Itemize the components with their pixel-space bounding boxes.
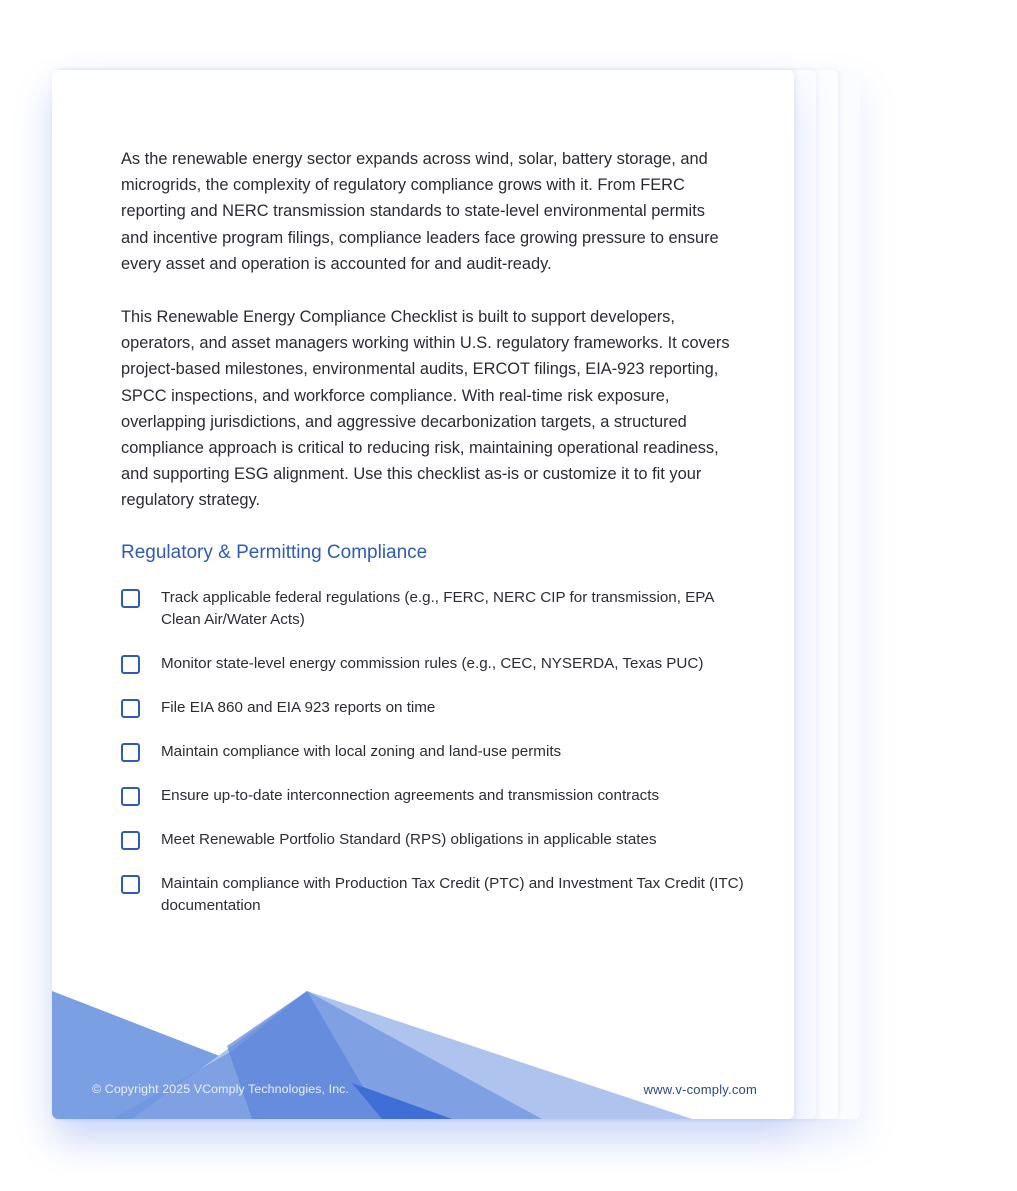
checkbox[interactable]	[121, 589, 140, 608]
page-content	[121, 146, 744, 939]
checklist-item-label: Monitor state-level energy commission rules (e.g., CEC, NYSERDA, Texas PUC)	[161, 654, 704, 672]
checklist-item-label: Track applicable federal regulations (e.g., FERC, NERC CIP for transmission, EPA Clean Air/Water Acts)	[161, 588, 714, 628]
intro-paragraph-1: As the renewable energy sector expands across wind, solar, battery storage, and microgrids, the complexity of regulatory compliance grows with it. From FERC reporting and NERC transmission standards to state-level environmental permits and incentive program filings, compliance leaders face growing pressure to ensure every asset and operation is accounted for and audit-ready.	[121, 150, 719, 273]
checkbox[interactable]	[121, 875, 140, 894]
compliance-checklist	[121, 587, 746, 917]
checkbox[interactable]	[121, 699, 140, 718]
checklist-item	[121, 785, 746, 807]
checkbox[interactable]	[121, 787, 140, 806]
website-link[interactable]: www.v-comply.com	[643, 1082, 757, 1097]
section-heading: Regulatory & Permitting Compliance	[121, 541, 428, 563]
checkbox[interactable]	[121, 655, 140, 674]
checklist-item	[121, 697, 746, 719]
intro-section	[121, 146, 733, 514]
document-page	[52, 70, 794, 1119]
intro-paragraph-2: This Renewable Energy Compliance Checklist is built to support developers, operators, and asset managers working within U.S. regulatory frameworks. It covers project-based milestones, environmental audits, ERCOT filings, EIA-923 reporting, SPCC inspections, and workforce compliance. With real-time risk exposure, overlapping jurisdictions, and aggressive decarbonization targets, a structured compliance approach is critical to reducing risk, maintaining operational readiness, and supporting ESG alignment. Use this checklist as-is or customize it to fit your regulatory strategy.	[121, 308, 730, 510]
checklist-item	[121, 873, 746, 917]
copyright-text: © Copyright 2025 VComply Technologies, Inc.	[92, 1082, 350, 1096]
checkbox[interactable]	[121, 743, 140, 762]
checklist-item	[121, 653, 746, 675]
checklist-item-label: Ensure up-to-date interconnection agreements and transmission contracts	[161, 786, 660, 804]
checklist-item-label: Maintain compliance with Production Tax Credit (PTC) and Investment Tax Credit (ITC) documentation	[161, 874, 744, 914]
checklist-item	[121, 741, 746, 763]
checklist-item-label: File EIA 860 and EIA 923 reports on time	[161, 698, 436, 716]
checklist-item	[121, 829, 746, 851]
checklist-item-label: Maintain compliance with local zoning and land-use permits	[161, 742, 562, 760]
footer-decoration	[52, 991, 794, 1119]
checklist-item	[121, 587, 746, 631]
checklist-item-label: Meet Renewable Portfolio Standard (RPS) obligations in applicable states	[161, 830, 657, 848]
checkbox[interactable]	[121, 831, 140, 850]
